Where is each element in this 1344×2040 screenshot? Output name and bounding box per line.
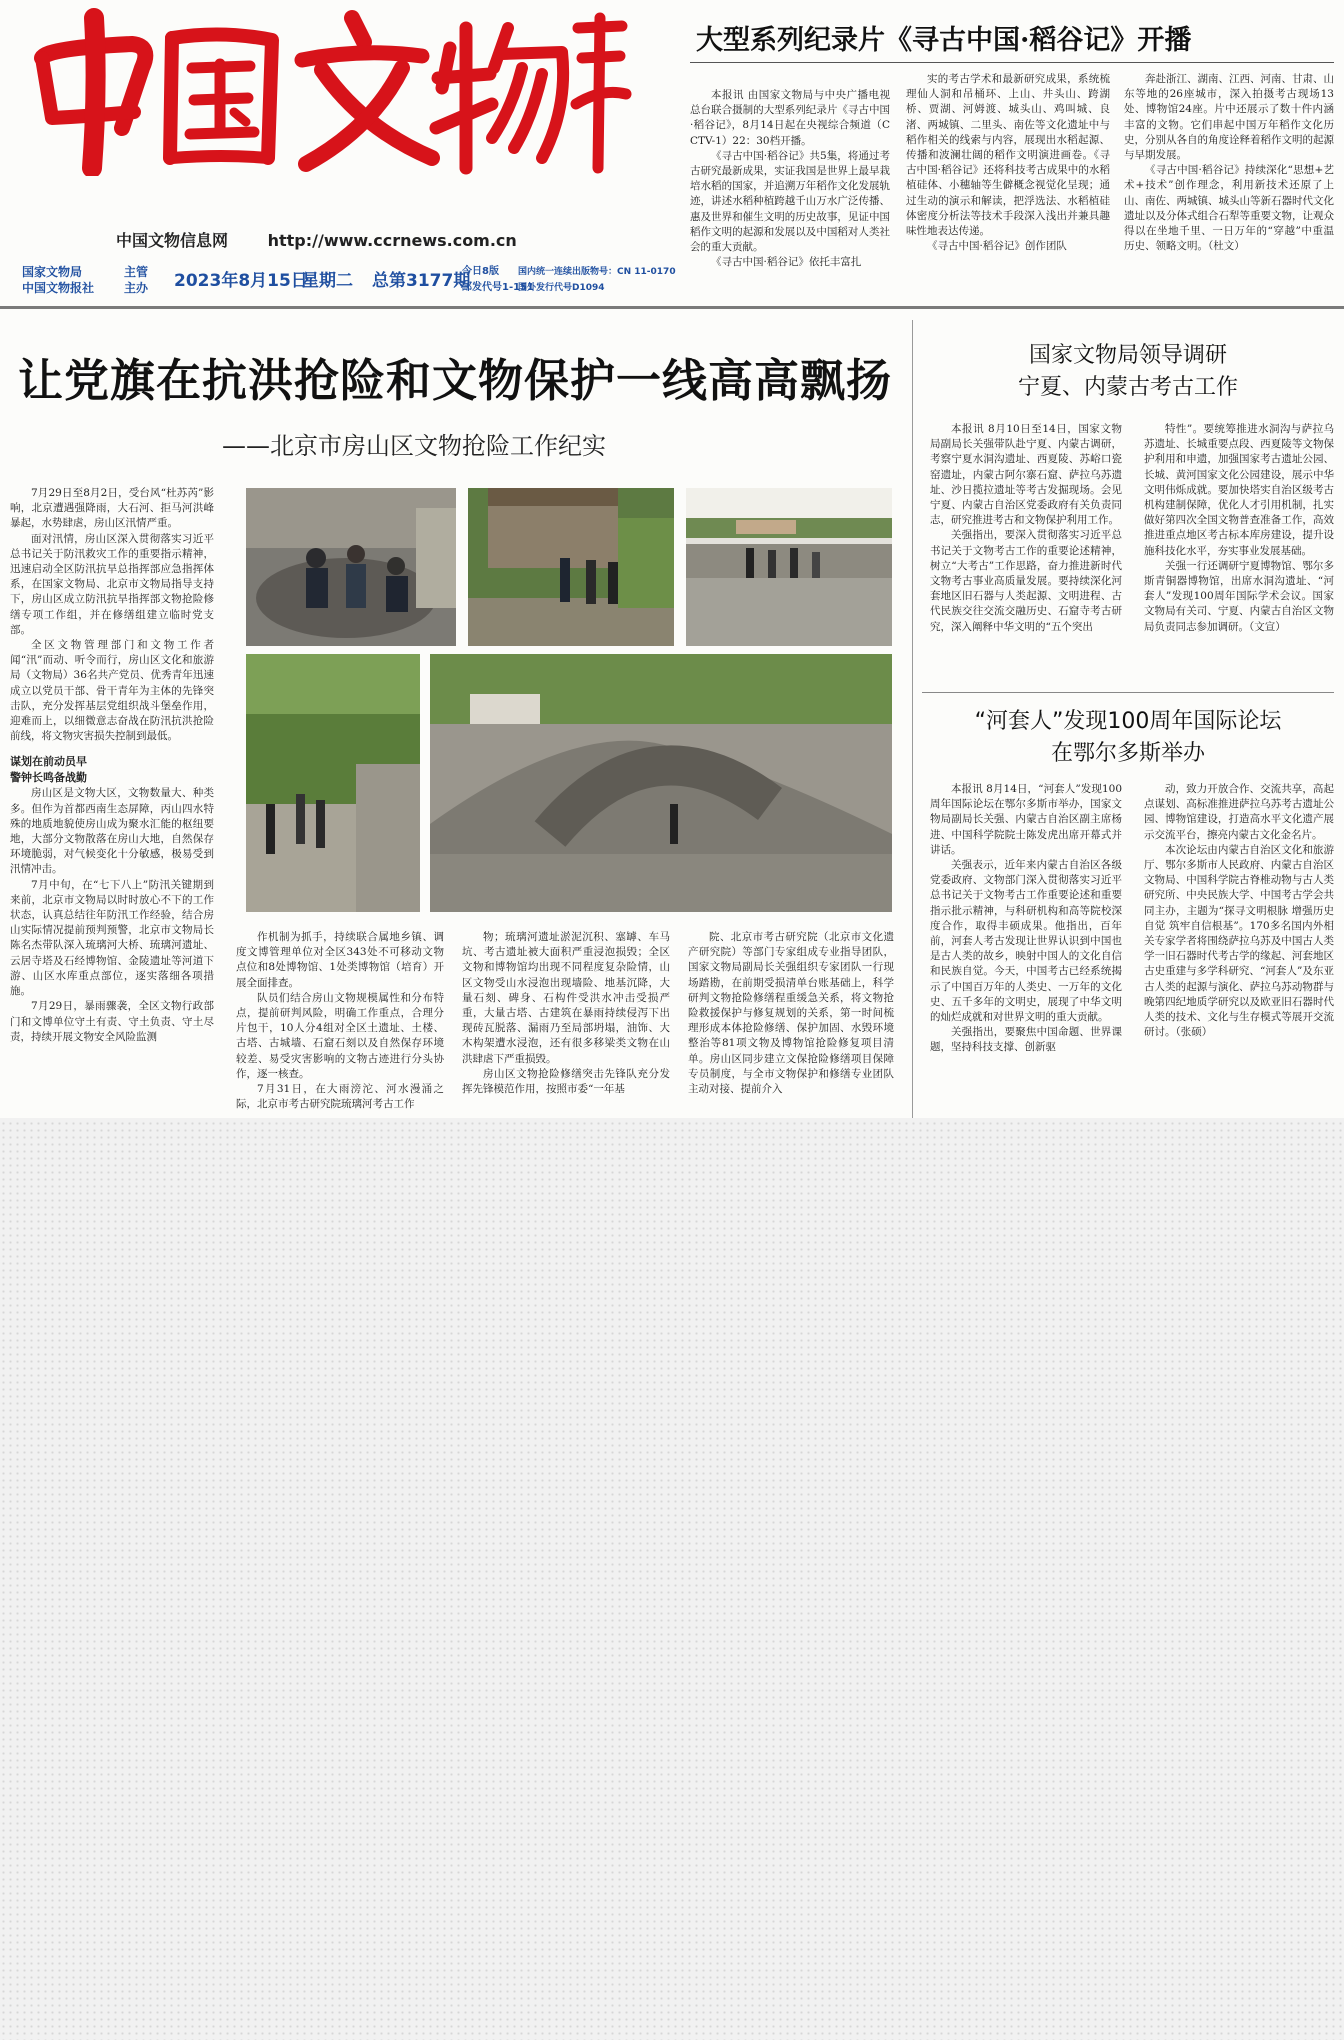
top-story-col-3 [1124, 72, 1334, 296]
right-story-2-col-2 [1144, 782, 1334, 1100]
right-story-2-col-1 [930, 782, 1122, 1100]
top-story-headline: 大型系列纪录片《寻古中国·稻谷记》开播 [696, 25, 1192, 56]
main-left-col [10, 486, 214, 1118]
top-story-col-2-text: 实的考古学术和最新研究成果，系统梳理仙人洞和吊桶环、上山、井头山、跨湖桥、贾湖、河姆渡、城头山、鸡叫城、良渚、两城镇、二里头、南佐等文化遗址中与稻作相关的线索与内容，展现出水稻起源、传播和波澜壮阔的稻作文明演进画卷。《寻古中国·稻谷记》还将科技考古成果中的水稻植硅体、小穗轴等生僻概念视觉化呈现；通过生动的演示和解读，把浮选法、水稻植硅体密度分析法等技术手段深入浅出并兼具趣味性地表达传递。 《寻古中国·稻谷记》创作团队 [906, 73, 1110, 253]
main-mid-col-3 [688, 930, 894, 1118]
issue-info-bar [22, 262, 676, 302]
right-story-2-col-1-text: 本报讯 8月14日，“河套人”发现100周年国际论坛在鄂尔多斯市举办，国家文物局副局长关强、内蒙古自治区副主席杨进、中国科学院院士陈发虎出席开幕式并讲话。 关强表示，近年来内蒙古自治区各级党委政府、文物部门深入贯彻落实习近平总书记关于文物考古工作重要论述和重要指示批示精神，与科研机构和高等院校深度合作，取得丰硕成果。他指出，百年前，河套人考古发现让世界认识到中国也是古人类的故乡，映射中国人的文化自信和民族自觉。今天，中国考古已经系统揭示了中国百万年的人类史、一万年的文化史、五千多年的文明史，展现了中华文明的灿烂成就和对世界文明的重大贡献。 关强指出，要聚焦中国命题、世界课题，坚持科技支撑、创新驱 [930, 783, 1122, 1054]
issue-number: 总第3177期 [372, 271, 471, 291]
top-story-col-3-text: 奔赴浙江、湖南、江西、河南、甘肃、山东等地的26座城市，深入拍摄考古现场13处、博物馆24座。片中还展示了数十件内涵丰富的文物。它们串起中国万年稻作文化历史，分别从各自的角度诠释着稻作文明的起源与早期发展。 《寻古中国·稻谷记》持续深化“思想+艺术+技术”创作理念，利用新技术还原了上山、南佐、两城镇、城头山等新石器时代文化遗址以及分体式组合石犁等重要文物，让观众得以在坐地千里、一日万年的“穿越”中重温历史、领略文明。（杜文） [1124, 73, 1334, 253]
right-story-2-headline: “河套人”发现100周年国际论坛 在鄂尔多斯举办 [974, 709, 1282, 766]
site-name: 中国文物信息网 [116, 231, 229, 250]
masthead-logo [22, 8, 632, 176]
right-story-1-col-2 [1144, 422, 1334, 684]
main-mid-col-3-text: 院、北京市考古研究院（北京市文化遗产研究院）等部门专家组成专业指导团队，国家文物局副局长关强组织专家团队一行现场踏勘，在前期受损清单台账基础上，科学研判文物抢险修缮程重缓急关系，将文物抢险救援保护与修复规划的关系，第一时间梳理形成本体抢险修缮、保护加固、水毁环境整治等81项文物及博物馆抢险修复项目清单。房山区同步建立文保抢险修缮项目保障专员制度，与全市文物保护和修缮专业团队主动对接、提前介入 [688, 931, 894, 1096]
right-story-1-headline: 国家文物局领导调研 宁夏、内蒙古考古工作 [1017, 343, 1238, 400]
right-story-1-col-1 [930, 422, 1122, 684]
masthead-bottom-rule [0, 306, 1344, 309]
top-story-col-1-text: 本报讯 由国家文物局与中央广播电视总台联合摄制的大型系列纪录片《寻古中国·稻谷记》，8月14日起在央视综合频道（CCTV-1）22：30档开播。 《寻古中国·稻谷记》共5集，将通过考古研究最新成果，实证我国是世界上最早栽培水稻的国家，并追溯万年稻作文化发展轨迹，讲述水稻种植跨越千山万水广泛传播、惠及世界和催生文明的历史故事，见证中国稻作文明的起源和发展以及中国稻对人类社会的重大贡献。 《寻古中国·稻谷记》依托丰富扎 [690, 89, 890, 269]
right-story-1-col-1-text: 本报讯 8月10日至14日，国家文物局副局长关强带队赴宁夏、内蒙古调研，考察宁夏水洞沟遗址、西夏陵、苏峪口瓷窑遗址，内蒙古阿尔寨石窟、萨拉乌苏遗址、沙日揽拉遗址等考古发掘现场。会见宁夏、内蒙古自治区党委政府有关负责同志，研究推进考古和文物保护利用工作。 关强指出，要深入贯彻落实习近平总书记关于文物考古工作的重要论述精神，树立“大考古”工作思路，奋力推进新时代文物考古事业高质量发展。要持续深化河套地区旧石器与人类起源、文明进程、古代民族交往交流交融历史、石窟寺考古研究，深入阐释中华文明的“五个突出 [930, 423, 1122, 633]
site-line [116, 228, 551, 251]
site-url[interactable]: http://www.ccrnews.com.cn [267, 231, 517, 250]
right-story-divider [922, 692, 1334, 693]
top-story-col-1 [690, 88, 890, 296]
vertical-divider [912, 320, 913, 1118]
main-mid-col-2-text: 物；琉璃河遗址淤泥沉积、塞罅、车马坑、考古遗址被大面积严重浸泡损毁；全区文物和博物馆均出现不同程度复杂险情，山区文物受山水浸泡出现墙险、地基沉降，大量石刻、碑身、石构件受洪水冲击受损严重，大量古塔、古建筑在暴雨持续侵泻下出现砖瓦脱落、漏雨乃至局部坍塌，油饰、大木构架遭水浸泡，还有很多移梁类文物在山洪肆虐下严重损毁。 房山区文物抢险修缮突击先锋队充分发挥先锋模范作用，按照市委“一年基 [462, 931, 670, 1096]
issue-date: 2023年8月15日 [174, 271, 308, 291]
photo-street-flood [246, 654, 420, 912]
section-subhead: 谋划在前动员早 警钟长鸣备战勤 [10, 755, 87, 785]
main-left-col-text: 7月29日至8月2日，受台风“杜苏芮”影响，北京遭遇强降雨，大石河、拒马河洪峰暴起，水势肆虐，房山区汛情严重。 面对汛情，房山区深入贯彻落实习近平总书记关于防汛救灾工作的重要指示精神，迅速启动全区防汛抗旱总指挥部应急指挥体系，在国家文物局、北京市文物局指导支持下，房山区成立防汛抗旱指挥部文物抢险修缮专项工作组，并在修缮组建立临时党支部。 全区文物管理部门和文物工作者闻“汛”而动、听令而行，房山区文化和旅游局（文物局）36名共产党员、优秀青年迅速成立以党员干部、骨干青年为主体的先锋突击队，充分发挥基层党组织战斗堡垒作用，迎难而上，以细微意志奋战在防汛抗洪抢险前线，将文物灾害损失控制到最低。 [10, 487, 214, 743]
main-mid-col-1 [236, 930, 444, 1118]
main-story-subtitle: ——北京市房山区文物抢险工作纪实 [222, 432, 606, 460]
photo-inspection-team [468, 488, 674, 646]
main-mid-col-2 [462, 930, 670, 1118]
issue-weekday: 星期二 [302, 271, 353, 291]
right-story-2-col-2-text: 动，致力开放合作、交流共享，高起点谋划、高标准推进萨拉乌苏考古遗址公园、博物馆建设，打造高水平文化遗产展示交流平台，擦亮内蒙古文化金名片。 本次论坛由内蒙古自治区文化和旅游厅、鄂尔多斯市人民政府、内蒙古自治区文物局、中国科学院古脊椎动物与古人类研究所、中央民族大学、中国考古学会共同主办，主题为“探寻文明根脉 增强历史自觉 筑牢自信根基”。170多名国内外相关专家学者将围绕萨拉乌苏及中国古人类学一旧石器时代考古学的缘起、河套地区古史重建与多学科研究、“河套人”及东亚古人类的起源与演化、萨拉乌苏动物群与晚第四纪地质学研究以及欧亚旧石器时代人类的技术、文化与生存模式等展开交流研讨。（张硕） [1144, 783, 1334, 1039]
publisher-names: 国家文物局 中国文物报社 [22, 265, 95, 295]
photo-river-workers [686, 488, 892, 646]
top-story-col-2 [906, 72, 1110, 296]
photo-workers-cleanup [246, 488, 456, 646]
publisher-roles: 主管 主办 [124, 265, 149, 295]
main-mid-col-1-text: 作机制为抓手，持续联合属地乡镇、调度文博管理单位对全区343处不可移动文物点位和8处博物馆、1处类博物馆（培育）开展全面排查。 队员们结合房山文物规模属性和分布特点，提前研判风险，明确工作重点，合理分片包干，10人分4组对全区土遗址、土楼、古塔、古城墙、石窟石刻以及自然保存环境较差、易受灾害影响的文物古迹进行分头协作，逐一核查。 7月31日，在大雨滂沱、河水漫涌之际，北京市考古研究院琉璃河考古工作 [236, 931, 444, 1111]
top-story-rule [690, 62, 1334, 63]
page-count: 今日8版 邮发代号1-151 [462, 266, 534, 293]
right-story-1-col-2-text: 特性”。要统筹推进水洞沟与萨拉乌苏遗址、长城重要点段、西夏陵等文物保护利用和申遗，加强国家考古遗址公园、长城、黄河国家文化公园建设，展示中华文明伟烁成就。要加快塔实自治区级考古机构建制保障，优化人才引用机制，扎实做好第四次全国文物普查准备工作，高效推进重点地区考古标本库房建设，提升设施科技化水平，夯实事业发展基础。 关强一行还调研宁夏博物馆、鄂尔多斯青铜器博物馆，出席水洞沟遗址、“河套人”发现100周年国际学术会议。国家文物局有关司、宁夏、内蒙古自治区文物局负责同志参加调研。（文宣） [1144, 423, 1334, 633]
photo-collapsed-bridge [430, 654, 892, 912]
main-left-col-text-b: 房山区是文物大区，文物数量大、种类多。但作为首都西南生态屏障，丙山四水特殊的地质地貌使房山成为聚水汇能的枢纽要地，大部分文物散落在房山大地，自然保存环境脆弱，对气候变化十分敏感，极易受到汛情冲击。 7月中旬，在“七下八上”防汛关键期到来前，北京市文物局以时时放心不下的工作状态，认真总结往年防汛工作经验，结合房山实际情况提前预判预警，北京市文物局长陈名杰带队深入琉璃河大桥、琉璃河遗址、云居寺塔及石经博物馆、金陵遗址等河道下游、山区水库重点部位，逐实落细各项措施。 7月29日，暴雨骤袭，全区文物行政部门和文博单位守土有责、守土负责、守土尽责，持续开展文物安全风险监测 [10, 787, 214, 1043]
serial-number: 国内统一连续出版物号：CN 11-0170 国外发行代号D1094 [518, 267, 676, 293]
main-story-headline: 让党旗在抗洪抢险和文物保护一线高高飘扬 [18, 354, 893, 407]
